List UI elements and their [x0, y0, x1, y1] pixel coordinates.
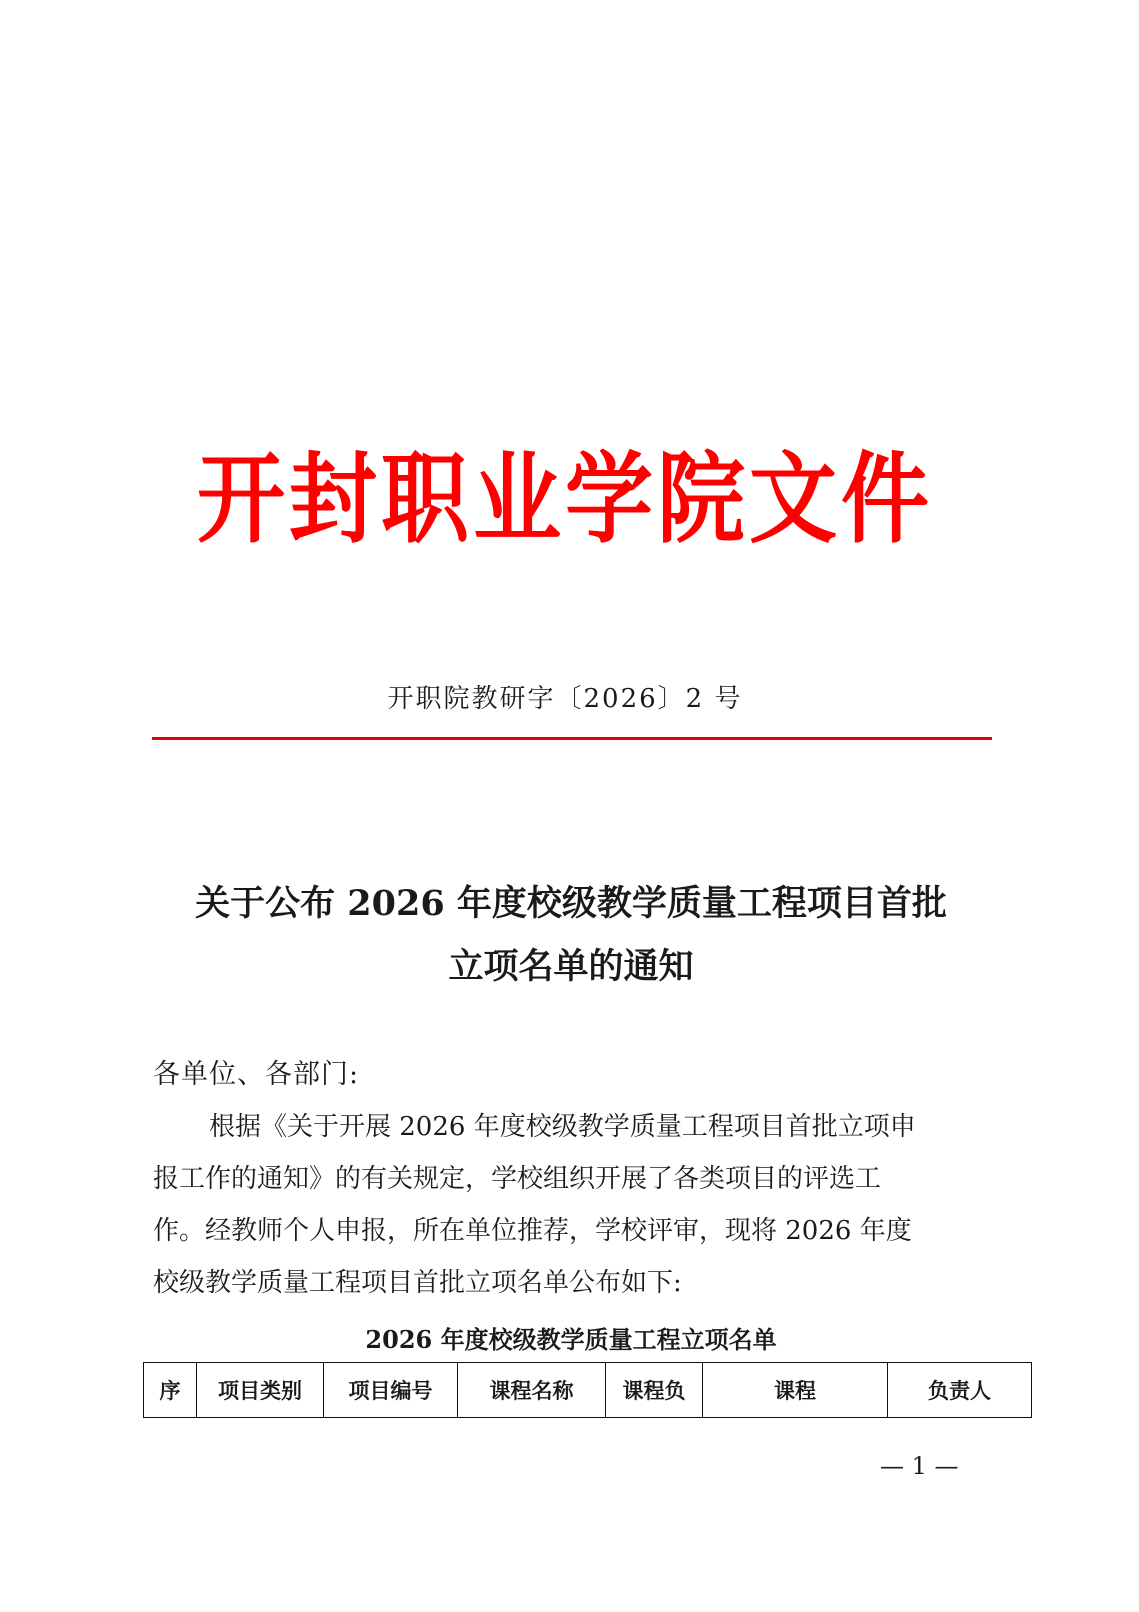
page-number: — 1 — [880, 1452, 959, 1480]
body-line: 作。经教师个人申报，所在单位推荐，学校评审，现将 2026 年度 [153, 1216, 912, 1246]
document-number: 开职院教研字〔2026〕2 号 [387, 684, 743, 714]
table-caption: 2026 年度校级教学质量工程立项名单 [365, 1325, 777, 1354]
body-line: 报工作的通知》的有关规定，学校组织开展了各类项目的评选工 [153, 1164, 882, 1194]
body-line: 校级教学质量工程项目首批立项名单公布如下: [153, 1268, 682, 1298]
notice-title-line: 关于公布 2026 年度校级教学质量工程项目首批 [195, 883, 947, 924]
notice-title-line: 立项名单的通知 [448, 946, 694, 987]
table-header-cell: 课程名称 [458, 1363, 606, 1418]
project-table [143, 1362, 1032, 1418]
notice-title [150, 872, 992, 998]
red-divider-line [152, 737, 992, 740]
table-header-cell: 负责人 [888, 1363, 1032, 1418]
table-header-cell: 课程负 [606, 1363, 703, 1418]
masthead-title: 开封职业学院文件 [196, 440, 933, 557]
table-header-cell: 项目类别 [197, 1363, 324, 1418]
body-line: 根据《关于开展 2026 年度校级教学质量工程项目首批立项申 [209, 1112, 916, 1142]
table-header-cell: 序 [144, 1363, 197, 1418]
table-header-cell: 项目编号 [324, 1363, 458, 1418]
table-header-row [144, 1363, 1032, 1418]
table-header-cell: 课程 [703, 1363, 888, 1418]
body-paragraph [153, 1101, 993, 1309]
salutation: 各单位、各部门: [153, 1059, 360, 1090]
